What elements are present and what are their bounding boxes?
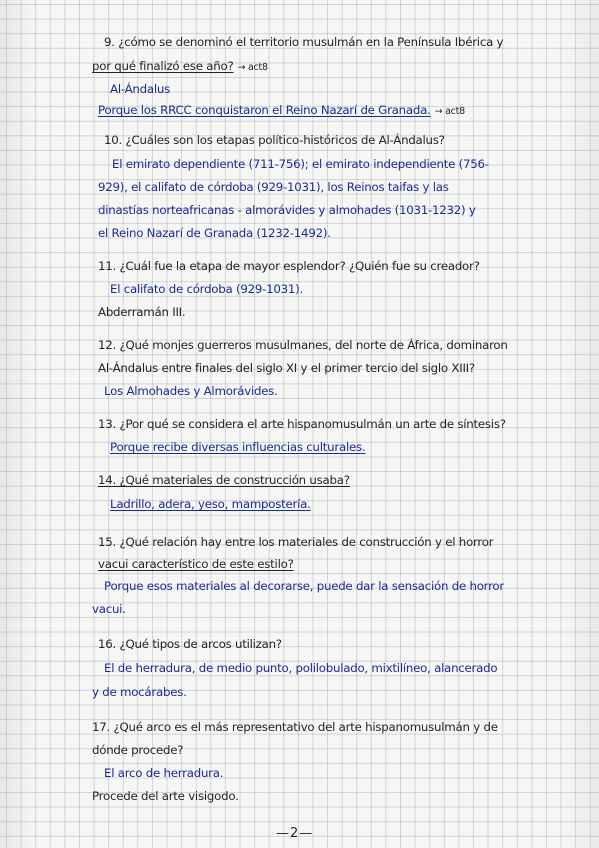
answer-15-line-1: Porque esos materiales al decorarse, puede dar la sensación de horror <box>104 579 504 593</box>
answer-14-line-1 <box>110 497 311 511</box>
answer-10-line-2: 929), el califato de córdoba (929-1031), los Reinos taifas y las <box>98 180 449 194</box>
question-11-line-1: 11. ¿Cuál fue la etapa de mayor esplendor? ¿Quién fue su creador? <box>98 259 480 273</box>
question-15-line-1: 15. ¿Qué relación hay entre los materiales de construcción y el horror <box>98 535 494 549</box>
question-9-line-1: 9. ¿cómo se denominó el territorio musulmán en la Península Ibérica y <box>104 35 504 49</box>
question-14-line-1 <box>98 473 350 487</box>
question-17-line-1: 17. ¿Qué arco es el más representativo del arte hispanomusulmán y de <box>92 720 498 734</box>
answer-16-line-1: El de herradura, de medio punto, polilobulado, mixtilíneo, alancerado <box>104 661 498 675</box>
answer-11-line-1: El califato de córdoba (929-1031). <box>110 282 303 296</box>
answer-17-line-1: El arco de herradura. <box>104 766 224 780</box>
answer-10-line-1: El emirato dependiente (711-756); el emirato independiente (756- <box>112 157 489 171</box>
answer-9-line-1: Al-Ándalus <box>110 82 171 96</box>
answer-17-line-2: Procede del arte visigodo. <box>92 789 239 803</box>
question-15-line-2 <box>98 557 294 571</box>
answer-10-line-4: el Reino Nazarí de Granada (1232-1492). <box>98 226 331 240</box>
question-9-line-2 <box>92 59 268 75</box>
question-15-line-2-text: vacui característico de este estilo? <box>98 557 294 571</box>
question-12-line-1: 12. ¿Qué monjes guerreros musulmanes, del norte de África, dominaron <box>98 338 508 352</box>
question-10-line-1: 10. ¿Cuáles son los etapas político-históricos de Al-Ándalus? <box>104 133 445 147</box>
answer-14-text: Ladrillo, adera, yeso, mampostería. <box>110 497 311 511</box>
question-16-line-1: 16. ¿Qué tipos de arcos utilizan? <box>98 637 282 651</box>
answer-15-line-2: vacui. <box>92 602 126 616</box>
margin-note-act8: → act8 <box>237 62 268 73</box>
answer-13-line-1 <box>110 440 365 454</box>
answer-9-line-2 <box>98 103 465 119</box>
question-12-line-2: Al-Ándalus entre finales del siglo XI y el primer tercio del siglo XIII? <box>98 361 475 375</box>
answer-13-text: Porque recibe diversas influencias culturales. <box>110 440 366 454</box>
question-9-line-2-text: por qué finalizó ese año? <box>92 59 234 73</box>
question-17-line-2: dónde procede? <box>92 743 184 757</box>
answer-12-line-1: Los Almohades y Almorávides. <box>104 384 278 398</box>
answer-10-line-3: dinastías norteafricanas - almorávides y almohades (1031-1232) y <box>98 203 476 217</box>
question-14-text: 14. ¿Qué materiales de construcción usaba? <box>98 473 350 487</box>
page-number: —2— <box>276 826 314 841</box>
answer-16-line-2: y de mocárabes. <box>92 685 187 699</box>
answer-9-line-2-text: Porque los RRCC conquistaron el Reino Nazarí de Granada. <box>98 103 431 117</box>
answer-11-line-2: Abderramán III. <box>98 305 186 319</box>
question-13-line-1: 13. ¿Por qué se considera el arte hispanomusulmán un arte de síntesis? <box>98 417 506 431</box>
margin-note-act8-2: → act8 <box>434 106 465 117</box>
